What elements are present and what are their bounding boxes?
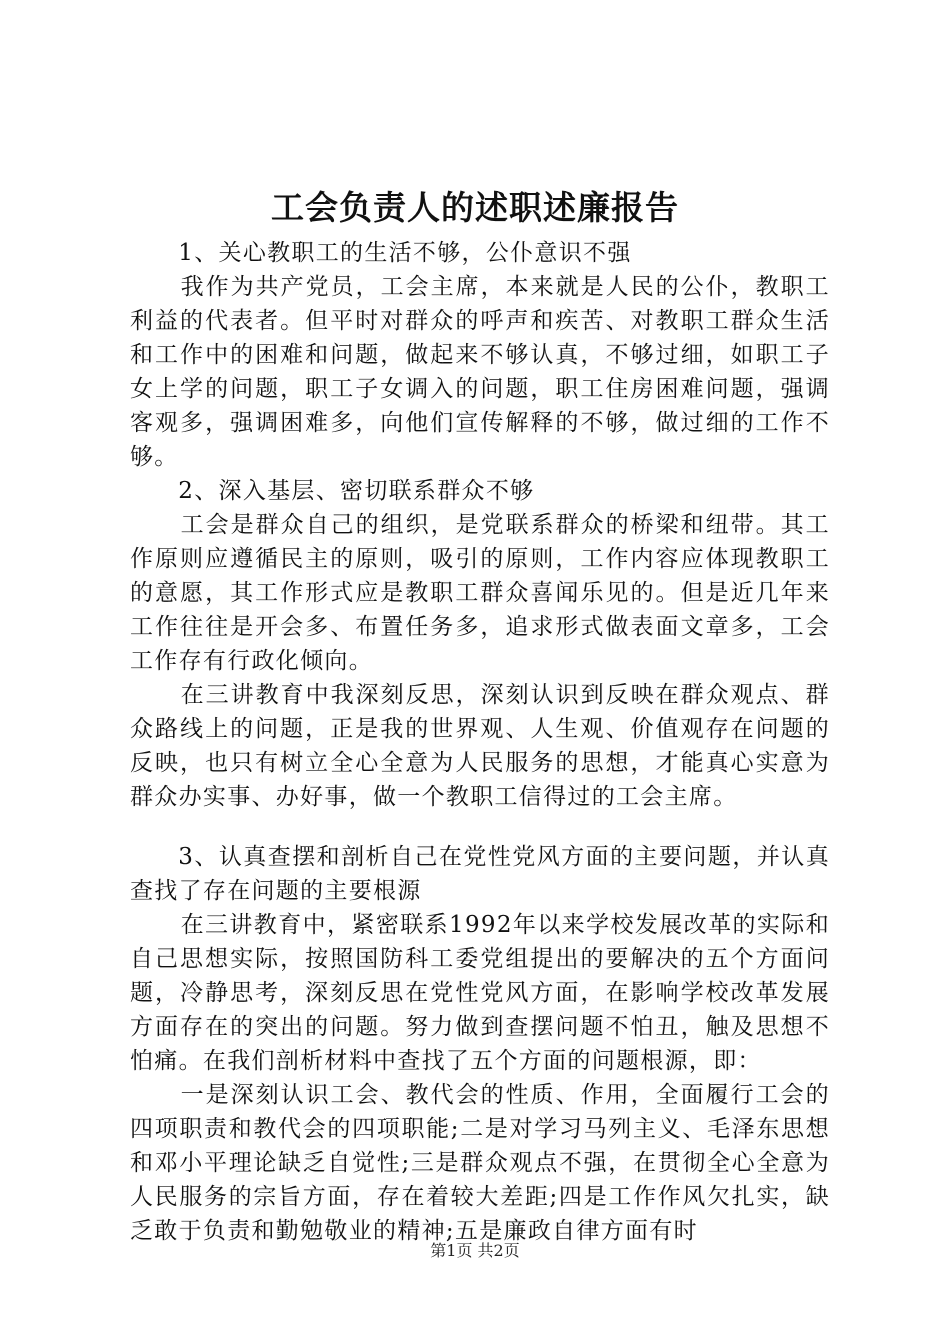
page-footer: 第1页 共2页	[430, 1241, 520, 1260]
paragraph: 在三讲教育中，紧密联系1992年以来学校发展改革的实际和自己思想实际，按照国防科工委党组提出的要解决的五个方面问题，冷静思考，深刻反思在党性党风方面，在影响学校改革发展方面存在的突出的问题。努力做到查摆问题不怕丑，触及思想不怕痛。在我们剖析材料中查找了五个方面的问题根源，即：	[130, 912, 830, 1074]
section-heading-1: 1、关心教职工的生活不够，公仆意识不强	[178, 240, 632, 266]
paragraph: 在三讲教育中我深刻反思，深刻认识到反映在群众观点、群众路线上的问题，正是我的世界观、人生观、价值观存在问题的反映，也只有树立全心全意为人民服务的思想，才能真心实意为群众办实事、办好事，做一个教职工信得过的工会主席。	[130, 682, 830, 810]
paragraph: 工会是群众自己的组织，是党联系群众的桥梁和纽带。其工作原则应遵循民主的原则，吸引的原则，工作内容应体现教职工的意愿，其工作形式应是教职工群众喜闻乐见的。但是近几年来工作往往是开会多、布置任务多，追求形式做表面文章多，工会工作存有行政化倾向。	[130, 512, 830, 674]
document-title: 工会负责人的述职述廉报告	[271, 188, 679, 227]
section-heading-2: 2、深入基层、密切联系群众不够	[178, 478, 535, 504]
section-heading-3: 3、认真查摆和剖析自己在党性党风方面的主要问题，并认真查找了存在问题的主要根源	[130, 844, 830, 904]
paragraph-spacer	[130, 814, 830, 840]
paragraph: 我作为共产党员，工会主席，本来就是人民的公仆，教职工利益的代表者。但平时对群众的呼声和疾苦、对教职工群众生活和工作中的困难和问题，做起来不够认真，不够过细，如职工子女上学的问题，职工子女调入的问题，职工住房困难问题，强调客观多，强调困难多，向他们宣传解释的不够，做过细的工作不够。	[130, 274, 830, 470]
paragraph: 一是深刻认识工会、教代会的性质、作用，全面履行工会的四项职责和教代会的四项职能;二是对学习马列主义、毛泽东思想和邓小平理论缺乏自觉性;三是群众观点不强，在贯彻全心全意为人民服务的宗旨方面，存在着较大差距;四是工作作风欠扎实，缺乏敢于负责和勤勉敬业的精神;五是廉政自律方面有时	[130, 1082, 830, 1244]
document-body	[130, 236, 830, 1248]
